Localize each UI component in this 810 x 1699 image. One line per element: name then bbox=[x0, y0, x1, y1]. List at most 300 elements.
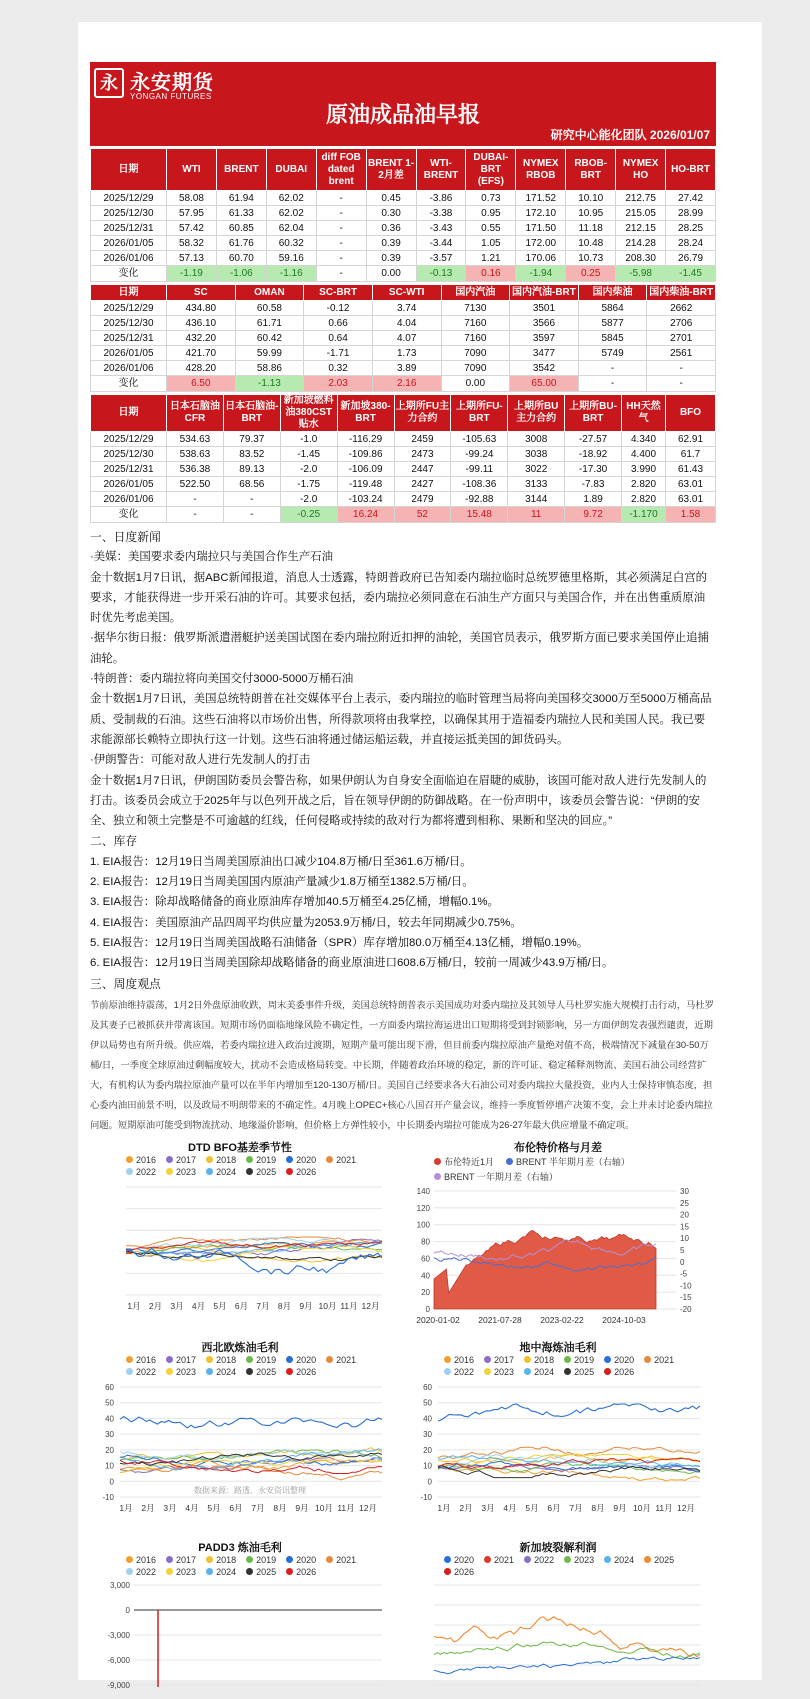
table-cell: 172.10 bbox=[516, 206, 566, 221]
table-cell: 2479 bbox=[394, 492, 451, 507]
y-tick-label: -10 bbox=[420, 1492, 432, 1502]
legend-label: 2022 bbox=[534, 1554, 555, 1565]
table-cell: 208.30 bbox=[616, 251, 666, 266]
table-cell: - bbox=[316, 251, 366, 266]
y-tick-label: 60 bbox=[105, 1382, 114, 1392]
table-cell: 68.56 bbox=[223, 477, 280, 492]
column-header: 日本石脑油CFR bbox=[167, 395, 224, 432]
table-cell: 7160 bbox=[441, 316, 510, 331]
table-cell: 60.85 bbox=[216, 221, 266, 236]
table-cell: 212.15 bbox=[616, 221, 666, 236]
y-tick-label: 10 bbox=[680, 1234, 689, 1244]
table-cell: 2706 bbox=[647, 316, 716, 331]
legend-label: 2018 bbox=[216, 1554, 237, 1565]
column-header: SC bbox=[167, 285, 236, 301]
legend-label: 2023 bbox=[574, 1554, 595, 1565]
y-tick-label: -5 bbox=[680, 1269, 688, 1279]
change-cell: 6.50 bbox=[167, 376, 236, 392]
legend-item bbox=[246, 1155, 276, 1165]
table-cell: 58.32 bbox=[167, 236, 217, 251]
x-tick-label: 5月 bbox=[207, 1502, 221, 1513]
table-cell: 2025/12/29 bbox=[91, 432, 167, 447]
chart-legend bbox=[408, 1555, 708, 1577]
table-cell: 3.990 bbox=[622, 462, 666, 477]
x-tick-label: 2月 bbox=[148, 1300, 163, 1311]
table-cell: -3.57 bbox=[416, 251, 466, 266]
x-tick-label: 8月 bbox=[277, 1300, 292, 1311]
legend-label: 2024 bbox=[216, 1566, 237, 1577]
column-header: DUBAI-BRT (EFS) bbox=[466, 149, 516, 191]
column-header: 上期所BU-BRT bbox=[565, 395, 622, 432]
table-cell: 61.7 bbox=[666, 447, 716, 462]
x-tick-label: 3月 bbox=[170, 1300, 184, 1311]
table-cell: 436.10 bbox=[167, 316, 236, 331]
y-tick-label: -3,000 bbox=[107, 1630, 130, 1640]
legend-item bbox=[206, 1367, 236, 1377]
table-cell: 534.63 bbox=[167, 432, 224, 447]
y-tick-label: 0 bbox=[680, 1257, 685, 1267]
legend-swatch-icon bbox=[524, 1368, 531, 1375]
table-cell: -105.63 bbox=[451, 432, 508, 447]
legend-item bbox=[286, 1155, 316, 1165]
table-cell: 2025/12/30 bbox=[91, 316, 167, 331]
table-cell: 57.42 bbox=[167, 221, 217, 236]
table-cell: 10.95 bbox=[566, 206, 616, 221]
report-title: 原油成品油早报 bbox=[325, 102, 480, 127]
legend-label: 2023 bbox=[494, 1366, 515, 1377]
legend-item bbox=[604, 1355, 634, 1365]
legend-label: 2018 bbox=[534, 1354, 555, 1365]
table-row bbox=[91, 492, 716, 507]
table-cell: 2459 bbox=[394, 432, 451, 447]
source-note: 数据来源：路透、永安资讯整理 bbox=[194, 1485, 306, 1495]
x-tick-label: 6月 bbox=[234, 1300, 249, 1311]
table-cell: - bbox=[316, 236, 366, 251]
table-cell: 432.20 bbox=[167, 331, 236, 346]
table-cell: -109.86 bbox=[337, 447, 394, 462]
table-cell: 2026/01/06 bbox=[91, 361, 167, 376]
legend-swatch-icon bbox=[206, 1168, 213, 1175]
table-cell: 2.820 bbox=[622, 492, 666, 507]
news-4-body: 金十数据1月7日讯，伊朗国防委员会警告称，如果伊朗认为自身安全面临迫在眉睫的威胁，该国可能对敌人进行先发制人的打击。该委员会成立于2025年与以色列开战之后，旨在领导伊朗的防御战略。在一份声明中，该委员会警告说：“伊朗的安全、独立和领土完整是不可逾越的红线，任何侵略或持续的敌对行为都将遭到相称、果断和坚决的回应。” bbox=[90, 774, 707, 828]
table-cell: 2662 bbox=[647, 301, 716, 316]
x-tick-label: 9月 bbox=[295, 1502, 309, 1513]
legend-swatch-icon bbox=[206, 1556, 213, 1563]
news-3-body: 金十数据1月7日讯，美国总统特朗普在社交媒体平台上表示，委内瑞拉的临时管理当局将向美国移交3000万至5000万桶高品质、受制裁的石油。这些石油将以市场价出售，所得款项将由我掌控，以确保其用于造福委内瑞拉人民和美国人民。我已要求能源部长赖特立即执行这一计划。这些石油将通过储运船运载，并直接运抵美国的卸货码头。 bbox=[90, 693, 712, 746]
legend-item bbox=[126, 1367, 156, 1377]
y-tick-label: 30 bbox=[680, 1186, 689, 1196]
legend-label: BRENT 一年期月差（右轴） bbox=[444, 1171, 558, 1182]
change-label: 变化 bbox=[91, 507, 167, 523]
y-tick-label: 50 bbox=[423, 1398, 432, 1408]
table-cell: 58.86 bbox=[235, 361, 304, 376]
legend-swatch-icon bbox=[564, 1556, 571, 1563]
table-cell: 2025/12/31 bbox=[91, 462, 167, 477]
y-tick-label: 0 bbox=[427, 1477, 432, 1487]
nwe-plot bbox=[90, 1377, 390, 1517]
legend-label: 2025 bbox=[256, 1566, 277, 1577]
legend-label: 2025 bbox=[256, 1166, 277, 1177]
padd3-margin-chart bbox=[90, 1539, 390, 1699]
table-cell: - bbox=[316, 191, 366, 206]
table-cell: -119.48 bbox=[337, 477, 394, 492]
dtd-bfo-plot bbox=[90, 1177, 390, 1317]
legend-item bbox=[326, 1355, 356, 1365]
table-cell: 83.52 bbox=[223, 447, 280, 462]
table-cell: 27.42 bbox=[666, 191, 716, 206]
column-header: 国内柴油-BRT bbox=[647, 285, 716, 301]
news-1-title: ·美媒：美国要求委内瑞拉只与美国合作生产石油 bbox=[90, 551, 333, 564]
legend-label: 2021 bbox=[654, 1354, 675, 1365]
chart-title: DTD BFO基差季节性 bbox=[188, 1141, 292, 1154]
column-header: 国内汽油-BRT bbox=[510, 285, 579, 301]
table-cell: 7090 bbox=[441, 346, 510, 361]
y-tick-label: 30 bbox=[105, 1429, 114, 1439]
legend-swatch-icon bbox=[286, 1356, 293, 1363]
change-cell: 15.48 bbox=[451, 507, 508, 523]
legend-swatch-icon bbox=[604, 1368, 611, 1375]
legend-label: BRENT 半年期月差（右轴） bbox=[516, 1156, 630, 1167]
x-tick-label: 5月 bbox=[525, 1502, 539, 1513]
table-row bbox=[91, 301, 716, 316]
table-cell: - bbox=[578, 361, 647, 376]
x-tick-label: 4月 bbox=[191, 1300, 206, 1311]
legend-swatch-icon bbox=[246, 1368, 253, 1375]
table-row bbox=[91, 206, 716, 221]
legend-item bbox=[644, 1355, 674, 1365]
change-cell: -1.94 bbox=[516, 266, 566, 282]
change-cell: -1.06 bbox=[216, 266, 266, 282]
med-margin-chart bbox=[408, 1339, 708, 1519]
x-tick-label: 1月 bbox=[127, 1300, 141, 1311]
inventory-item: 6. EIA报告：12月19日当周美国除却战略储备的商业原油进口608.6万桶/日，较前一周减少43.9万桶/日。 bbox=[90, 957, 614, 970]
table-cell: 0.64 bbox=[304, 331, 373, 346]
table-cell: 2427 bbox=[394, 477, 451, 492]
table-cell: -2.0 bbox=[280, 492, 337, 507]
x-tick-label: 12月 bbox=[677, 1502, 695, 1513]
table-cell: - bbox=[316, 206, 366, 221]
table-cell: 2026/01/05 bbox=[91, 236, 167, 251]
chart-title: 布伦特价格与月差 bbox=[514, 1141, 602, 1154]
legend-swatch-icon bbox=[126, 1368, 133, 1375]
legend-label: 2021 bbox=[494, 1554, 515, 1565]
legend-label: 2020 bbox=[614, 1354, 635, 1365]
legend-label: 2017 bbox=[494, 1354, 515, 1365]
brent-front-month-area bbox=[434, 1230, 656, 1309]
report-page bbox=[78, 22, 762, 1690]
products-price-table bbox=[90, 394, 716, 523]
legend-swatch-icon bbox=[444, 1356, 451, 1363]
column-header: 日本石脑油-BRT bbox=[223, 395, 280, 432]
table-cell: 3.89 bbox=[372, 361, 441, 376]
table-cell: 215.05 bbox=[616, 206, 666, 221]
legend-swatch-icon bbox=[246, 1168, 253, 1175]
legend-swatch-icon bbox=[644, 1556, 651, 1563]
legend-item bbox=[206, 1155, 236, 1165]
table-cell: 4.07 bbox=[372, 331, 441, 346]
table-cell: 3477 bbox=[510, 346, 579, 361]
legend-item bbox=[126, 1555, 156, 1565]
table-cell: 2025/12/30 bbox=[91, 447, 167, 462]
x-tick-label: 6月 bbox=[547, 1502, 561, 1513]
x-tick-label: 8月 bbox=[591, 1502, 605, 1513]
table-cell: 63.01 bbox=[666, 477, 716, 492]
y-tick-label: 60 bbox=[421, 1254, 430, 1264]
table-cell: 434.80 bbox=[167, 301, 236, 316]
y-tick-label: 25 bbox=[680, 1198, 689, 1208]
table-cell: 5877 bbox=[578, 316, 647, 331]
change-cell: -5.98 bbox=[616, 266, 666, 282]
legend-item bbox=[506, 1155, 630, 1168]
legend-label: 2026 bbox=[296, 1566, 317, 1577]
legend-swatch-icon bbox=[166, 1156, 173, 1163]
series-line bbox=[438, 1468, 700, 1481]
legend-label: 2025 bbox=[574, 1366, 595, 1377]
legend-item bbox=[444, 1367, 474, 1377]
legend-swatch-icon bbox=[434, 1158, 441, 1165]
x-tick-label: 4月 bbox=[185, 1502, 199, 1513]
legend-swatch-icon bbox=[484, 1556, 491, 1563]
table-cell: 4.04 bbox=[372, 316, 441, 331]
table-cell: 2026/01/06 bbox=[91, 492, 167, 507]
change-cell: 11 bbox=[508, 507, 565, 523]
table-cell: 7130 bbox=[441, 301, 510, 316]
legend-label: 2019 bbox=[256, 1154, 277, 1165]
table-cell: 59.16 bbox=[266, 251, 316, 266]
legend-swatch-icon bbox=[604, 1356, 611, 1363]
legend-label: 2016 bbox=[454, 1354, 475, 1365]
legend-label: 2021 bbox=[336, 1554, 357, 1565]
table-cell: 28.24 bbox=[666, 236, 716, 251]
legend-item bbox=[286, 1567, 316, 1577]
table-cell: 1.05 bbox=[466, 236, 516, 251]
legend-label: 2022 bbox=[136, 1566, 157, 1577]
legend-label: 2024 bbox=[216, 1166, 237, 1177]
table-cell: 0.95 bbox=[466, 206, 516, 221]
legend-label: 2022 bbox=[454, 1366, 475, 1377]
legend-swatch-icon bbox=[326, 1356, 333, 1363]
column-header: 上期所BU主力合约 bbox=[508, 395, 565, 432]
legend-label: 2020 bbox=[296, 1354, 317, 1365]
table-cell: 2701 bbox=[647, 331, 716, 346]
legend-swatch-icon bbox=[326, 1156, 333, 1163]
legend-swatch-icon bbox=[126, 1556, 133, 1563]
singapore-plot bbox=[408, 1577, 708, 1687]
legend-swatch-icon bbox=[286, 1168, 293, 1175]
table-cell: -1.71 bbox=[304, 346, 373, 361]
change-cell: -1.19 bbox=[167, 266, 217, 282]
y-tick-label: 40 bbox=[105, 1414, 114, 1424]
legend-label: 2026 bbox=[454, 1566, 475, 1577]
legend-label: 2022 bbox=[136, 1366, 157, 1377]
chart-legend bbox=[90, 1555, 390, 1577]
table-cell: 62.02 bbox=[266, 206, 316, 221]
legend-item bbox=[484, 1555, 514, 1565]
table-cell: -3.86 bbox=[416, 191, 466, 206]
table-cell: 2026/01/05 bbox=[91, 477, 167, 492]
table-cell: 3008 bbox=[508, 432, 565, 447]
singapore-crack-chart bbox=[408, 1539, 708, 1699]
table-cell: -3.43 bbox=[416, 221, 466, 236]
legend-item bbox=[206, 1555, 236, 1565]
y-tick-label: 100 bbox=[416, 1220, 430, 1230]
table-cell: 58.08 bbox=[167, 191, 217, 206]
column-header: HH天然气 bbox=[622, 395, 666, 432]
column-header: NYMEX HO bbox=[616, 149, 666, 191]
table-cell: 10.73 bbox=[566, 251, 616, 266]
legend-item bbox=[246, 1555, 276, 1565]
table-row bbox=[91, 236, 716, 251]
inventory-item: 2. EIA报告：12月19日当周美国国内原油产量减少1.8万桶至1382.5万桶/日。 bbox=[90, 876, 474, 889]
legend-item bbox=[246, 1167, 276, 1177]
x-tick-label: 11月 bbox=[337, 1502, 355, 1513]
table-cell: 1.89 bbox=[565, 492, 622, 507]
column-header: BRENT 1-2月差 bbox=[366, 149, 416, 191]
legend-item bbox=[564, 1555, 594, 1565]
column-header: NYMEX RBOB bbox=[516, 149, 566, 191]
table-cell: -103.24 bbox=[337, 492, 394, 507]
legend-item bbox=[434, 1170, 558, 1183]
x-tick-label: 9月 bbox=[299, 1300, 313, 1311]
legend-item bbox=[484, 1355, 514, 1365]
table-cell: 5845 bbox=[578, 331, 647, 346]
legend-swatch-icon bbox=[166, 1568, 173, 1575]
x-tick-label: 10月 bbox=[318, 1300, 337, 1311]
legend-item bbox=[126, 1567, 156, 1577]
legend-item bbox=[206, 1567, 236, 1577]
legend-label: 2024 bbox=[614, 1554, 635, 1565]
table-cell: 0.30 bbox=[366, 206, 416, 221]
legend-item bbox=[166, 1367, 196, 1377]
table-cell: 1.73 bbox=[372, 346, 441, 361]
table-cell: 1.21 bbox=[466, 251, 516, 266]
dtd-bfo-chart bbox=[90, 1139, 390, 1319]
report-header bbox=[90, 62, 716, 146]
table-cell: 2025/12/30 bbox=[91, 206, 167, 221]
table-cell: -18.92 bbox=[565, 447, 622, 462]
change-cell: - bbox=[578, 376, 647, 392]
column-header: 新加坡380-BRT bbox=[337, 395, 394, 432]
table-cell: 11.18 bbox=[566, 221, 616, 236]
change-cell: 1.58 bbox=[666, 507, 716, 523]
table-row bbox=[91, 361, 716, 376]
y-tick-label: 80 bbox=[421, 1237, 430, 1247]
legend-label: 2017 bbox=[176, 1154, 197, 1165]
y-tick-label: 140 bbox=[416, 1186, 430, 1196]
legend-label: 2026 bbox=[296, 1166, 317, 1177]
legend-swatch-icon bbox=[326, 1556, 333, 1563]
x-tick-label: 6月 bbox=[229, 1502, 243, 1513]
table-cell: 3144 bbox=[508, 492, 565, 507]
y-tick-label: -20 bbox=[680, 1304, 692, 1314]
legend-item bbox=[444, 1567, 474, 1577]
table-cell: 212.75 bbox=[616, 191, 666, 206]
x-tick-label: 9月 bbox=[613, 1502, 627, 1513]
legend-label: 2021 bbox=[336, 1354, 357, 1365]
table-cell: 10.48 bbox=[566, 236, 616, 251]
column-header: SC-BRT bbox=[304, 285, 373, 301]
y-tick-label: 40 bbox=[423, 1414, 432, 1424]
legend-swatch-icon bbox=[166, 1556, 173, 1563]
legend-label: 2020 bbox=[296, 1154, 317, 1165]
table-row bbox=[91, 251, 716, 266]
table-cell: 538.63 bbox=[167, 447, 224, 462]
chart-title: 西北欧炼油毛利 bbox=[201, 1341, 279, 1354]
legend-swatch-icon bbox=[166, 1368, 173, 1375]
change-cell: -1.16 bbox=[266, 266, 316, 282]
legend-swatch-icon bbox=[246, 1356, 253, 1363]
x-tick-label: 4月 bbox=[503, 1502, 517, 1513]
table-cell: 61.33 bbox=[216, 206, 266, 221]
table-cell: 5749 bbox=[578, 346, 647, 361]
y-tick-label: 0 bbox=[425, 1304, 430, 1314]
table-cell: 57.95 bbox=[167, 206, 217, 221]
legend-item bbox=[246, 1367, 276, 1377]
change-label: 变化 bbox=[91, 376, 167, 392]
legend-swatch-icon bbox=[126, 1568, 133, 1575]
legend-label: 2025 bbox=[654, 1554, 675, 1565]
table-row bbox=[91, 432, 716, 447]
legend-swatch-icon bbox=[126, 1168, 133, 1175]
change-row bbox=[91, 376, 716, 392]
series-line bbox=[438, 1447, 700, 1458]
table-cell: -17.30 bbox=[565, 462, 622, 477]
table-cell: 63.01 bbox=[666, 492, 716, 507]
change-cell: 2.03 bbox=[304, 376, 373, 392]
legend-label: 2019 bbox=[256, 1554, 277, 1565]
table-cell: 60.42 bbox=[235, 331, 304, 346]
legend-item bbox=[286, 1367, 316, 1377]
table-row bbox=[91, 331, 716, 346]
table-cell: -1.45 bbox=[280, 447, 337, 462]
change-cell: -1.170 bbox=[622, 507, 666, 523]
column-header: 国内柴油 bbox=[578, 285, 647, 301]
change-cell: -1.45 bbox=[666, 266, 716, 282]
legend-swatch-icon bbox=[166, 1168, 173, 1175]
x-tick-label: 8月 bbox=[273, 1502, 287, 1513]
med-plot bbox=[408, 1377, 708, 1517]
table-cell: 2025/12/29 bbox=[91, 191, 167, 206]
legend-item bbox=[206, 1355, 236, 1365]
legend-item bbox=[564, 1355, 594, 1365]
table-cell: - bbox=[647, 361, 716, 376]
legend-item bbox=[564, 1367, 594, 1377]
column-header: WTI-BRENT bbox=[416, 149, 466, 191]
legend-label: 2020 bbox=[454, 1554, 475, 1565]
x-tick-label: 2月 bbox=[141, 1502, 155, 1513]
brent-plot bbox=[408, 1183, 708, 1333]
legend-label: 2023 bbox=[176, 1366, 197, 1377]
y-tick-label: 10 bbox=[423, 1461, 432, 1471]
change-cell: 16.24 bbox=[337, 507, 394, 523]
y-tick-label: -10 bbox=[680, 1281, 692, 1291]
legend-item bbox=[126, 1167, 156, 1177]
legend-item bbox=[166, 1167, 196, 1177]
table-cell: 3566 bbox=[510, 316, 579, 331]
legend-item bbox=[166, 1355, 196, 1365]
table-row bbox=[91, 447, 716, 462]
column-header: RBOB-BRT bbox=[566, 149, 616, 191]
table-cell: 3.74 bbox=[372, 301, 441, 316]
table-cell: 428.20 bbox=[167, 361, 236, 376]
y-tick-label: 5 bbox=[680, 1245, 685, 1255]
legend-swatch-icon bbox=[564, 1356, 571, 1363]
legend-label: 2021 bbox=[336, 1154, 357, 1165]
table-cell: 2025/12/29 bbox=[91, 301, 167, 316]
legend-swatch-icon bbox=[286, 1156, 293, 1163]
table-cell: 4.340 bbox=[622, 432, 666, 447]
report-content bbox=[90, 62, 716, 1699]
